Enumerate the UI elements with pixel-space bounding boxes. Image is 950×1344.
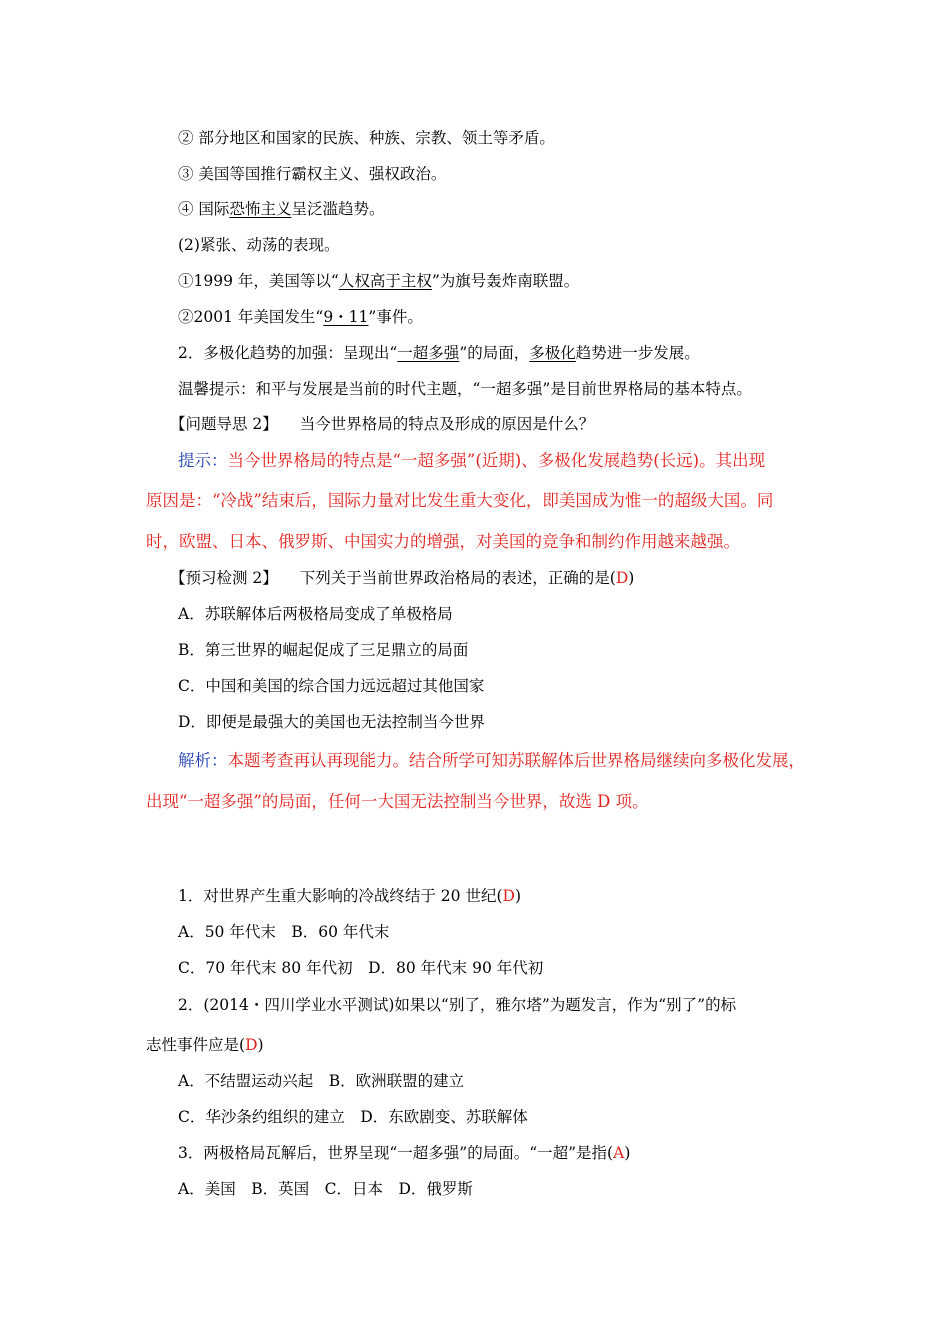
exercise-options: A．50 年代末 B．60 年代末: [178, 923, 390, 941]
exercise-options: A．美国 B．英国 C．日本 D．俄罗斯: [178, 1180, 473, 1198]
option-b: B．第三世界的崛起促成了三足鼎立的局面: [178, 641, 469, 659]
preview-check-tag: 【预习检测 2】: [170, 569, 278, 587]
hint-line: 提示：当今世界格局的特点是“一超多强”(近期)、多极化发展趋势(长远)。其出现: [178, 451, 766, 470]
text-line: 2．多极化趋势的加强：呈现出“一超多强”的局面，多极化趋势进一步发展。: [178, 344, 700, 362]
blank-answer: 恐怖主义: [229, 200, 292, 218]
question-guide: [170, 413, 594, 435]
text-line: ①1999 年，美国等以“人权高于主权”为旗号轰炸南联盟。: [178, 272, 580, 290]
answer-mark: D: [245, 1036, 258, 1054]
hint-label: 提示：: [178, 451, 228, 470]
analysis-line: 出现“一超多强”的局面，任何一大国无法控制当今世界，故选 D 项。: [146, 792, 649, 811]
exercise-question: 2．(2014・四川学业水平测试)如果以“别了，雅尔塔”为题发言，作为“别了”的标: [178, 996, 737, 1014]
answer-mark: A: [613, 1144, 625, 1162]
text-line: ② 部分地区和国家的民族、种族、宗教、领土等矛盾。: [178, 129, 555, 147]
preview-check-question: 下列关于当前世界政治格局的表述，正确的是(: [299, 569, 616, 587]
tip-line: 温馨提示：和平与发展是当前的时代主题，“一超多强”是目前世界格局的基本特点。: [178, 380, 752, 398]
exercise-question: 1．对世界产生重大影响的冷战终结于 20 世纪(D): [178, 887, 521, 905]
blank-answer: 多极化: [529, 344, 576, 362]
blank-answer: 人权高于主权: [338, 272, 432, 290]
option-c: C．中国和美国的综合国力远远超过其他国家: [178, 677, 485, 695]
blank-answer: 一超多强: [397, 344, 460, 362]
answer-mark: D: [615, 569, 629, 587]
text-line: (2)紧张、动荡的表现。: [178, 236, 340, 254]
exercise-question: 志性事件应是(D): [146, 1036, 264, 1054]
exercise-question: 3．两极格局瓦解后，世界呈现“一超多强”的局面。“一超”是指(A): [178, 1144, 631, 1162]
question-guide-text: 当今世界格局的特点及形成的原因是什么？: [299, 415, 595, 433]
blank-answer: 9・11: [323, 308, 369, 326]
option-a: A．苏联解体后两极格局变成了单极格局: [178, 605, 453, 623]
exercise-options: C．70 年代末 80 年代初 D．80 年代末 90 年代初: [178, 959, 544, 977]
analysis-label: 解析：: [178, 751, 228, 770]
exercise-options: A．不结盟运动兴起 B．欧洲联盟的建立: [178, 1072, 465, 1090]
text-line: ④ 国际恐怖主义呈泛滥趋势。: [178, 200, 385, 218]
analysis-line: 解析：本题考查再认再现能力。结合所学可知苏联解体后世界格局继续向多极化发展，: [178, 751, 805, 770]
answer-mark: D: [502, 887, 515, 905]
text-line: ③ 美国等国推行霸权主义、强权政治。: [178, 165, 447, 183]
option-d: D．即便是最强大的美国也无法控制当今世界: [178, 713, 485, 731]
question-guide-tag: 【问题导思 2】: [170, 415, 278, 433]
exercise-options: C．华沙条约组织的建立 D．东欧剧变、苏联解体: [178, 1108, 528, 1126]
text-line: ②2001 年美国发生“9・11”事件。: [178, 308, 423, 326]
hint-line: 原因是：“冷战”结束后，国际力量对比发生重大变化，即美国成为惟一的超级大国。同: [146, 491, 774, 510]
hint-line: 时，欧盟、日本、俄罗斯、中国实力的增强，对美国的竞争和制约作用越来越强。: [146, 532, 740, 551]
preview-check: 【预习检测 2】 下列关于当前世界政治格局的表述，正确的是(D): [170, 569, 635, 587]
